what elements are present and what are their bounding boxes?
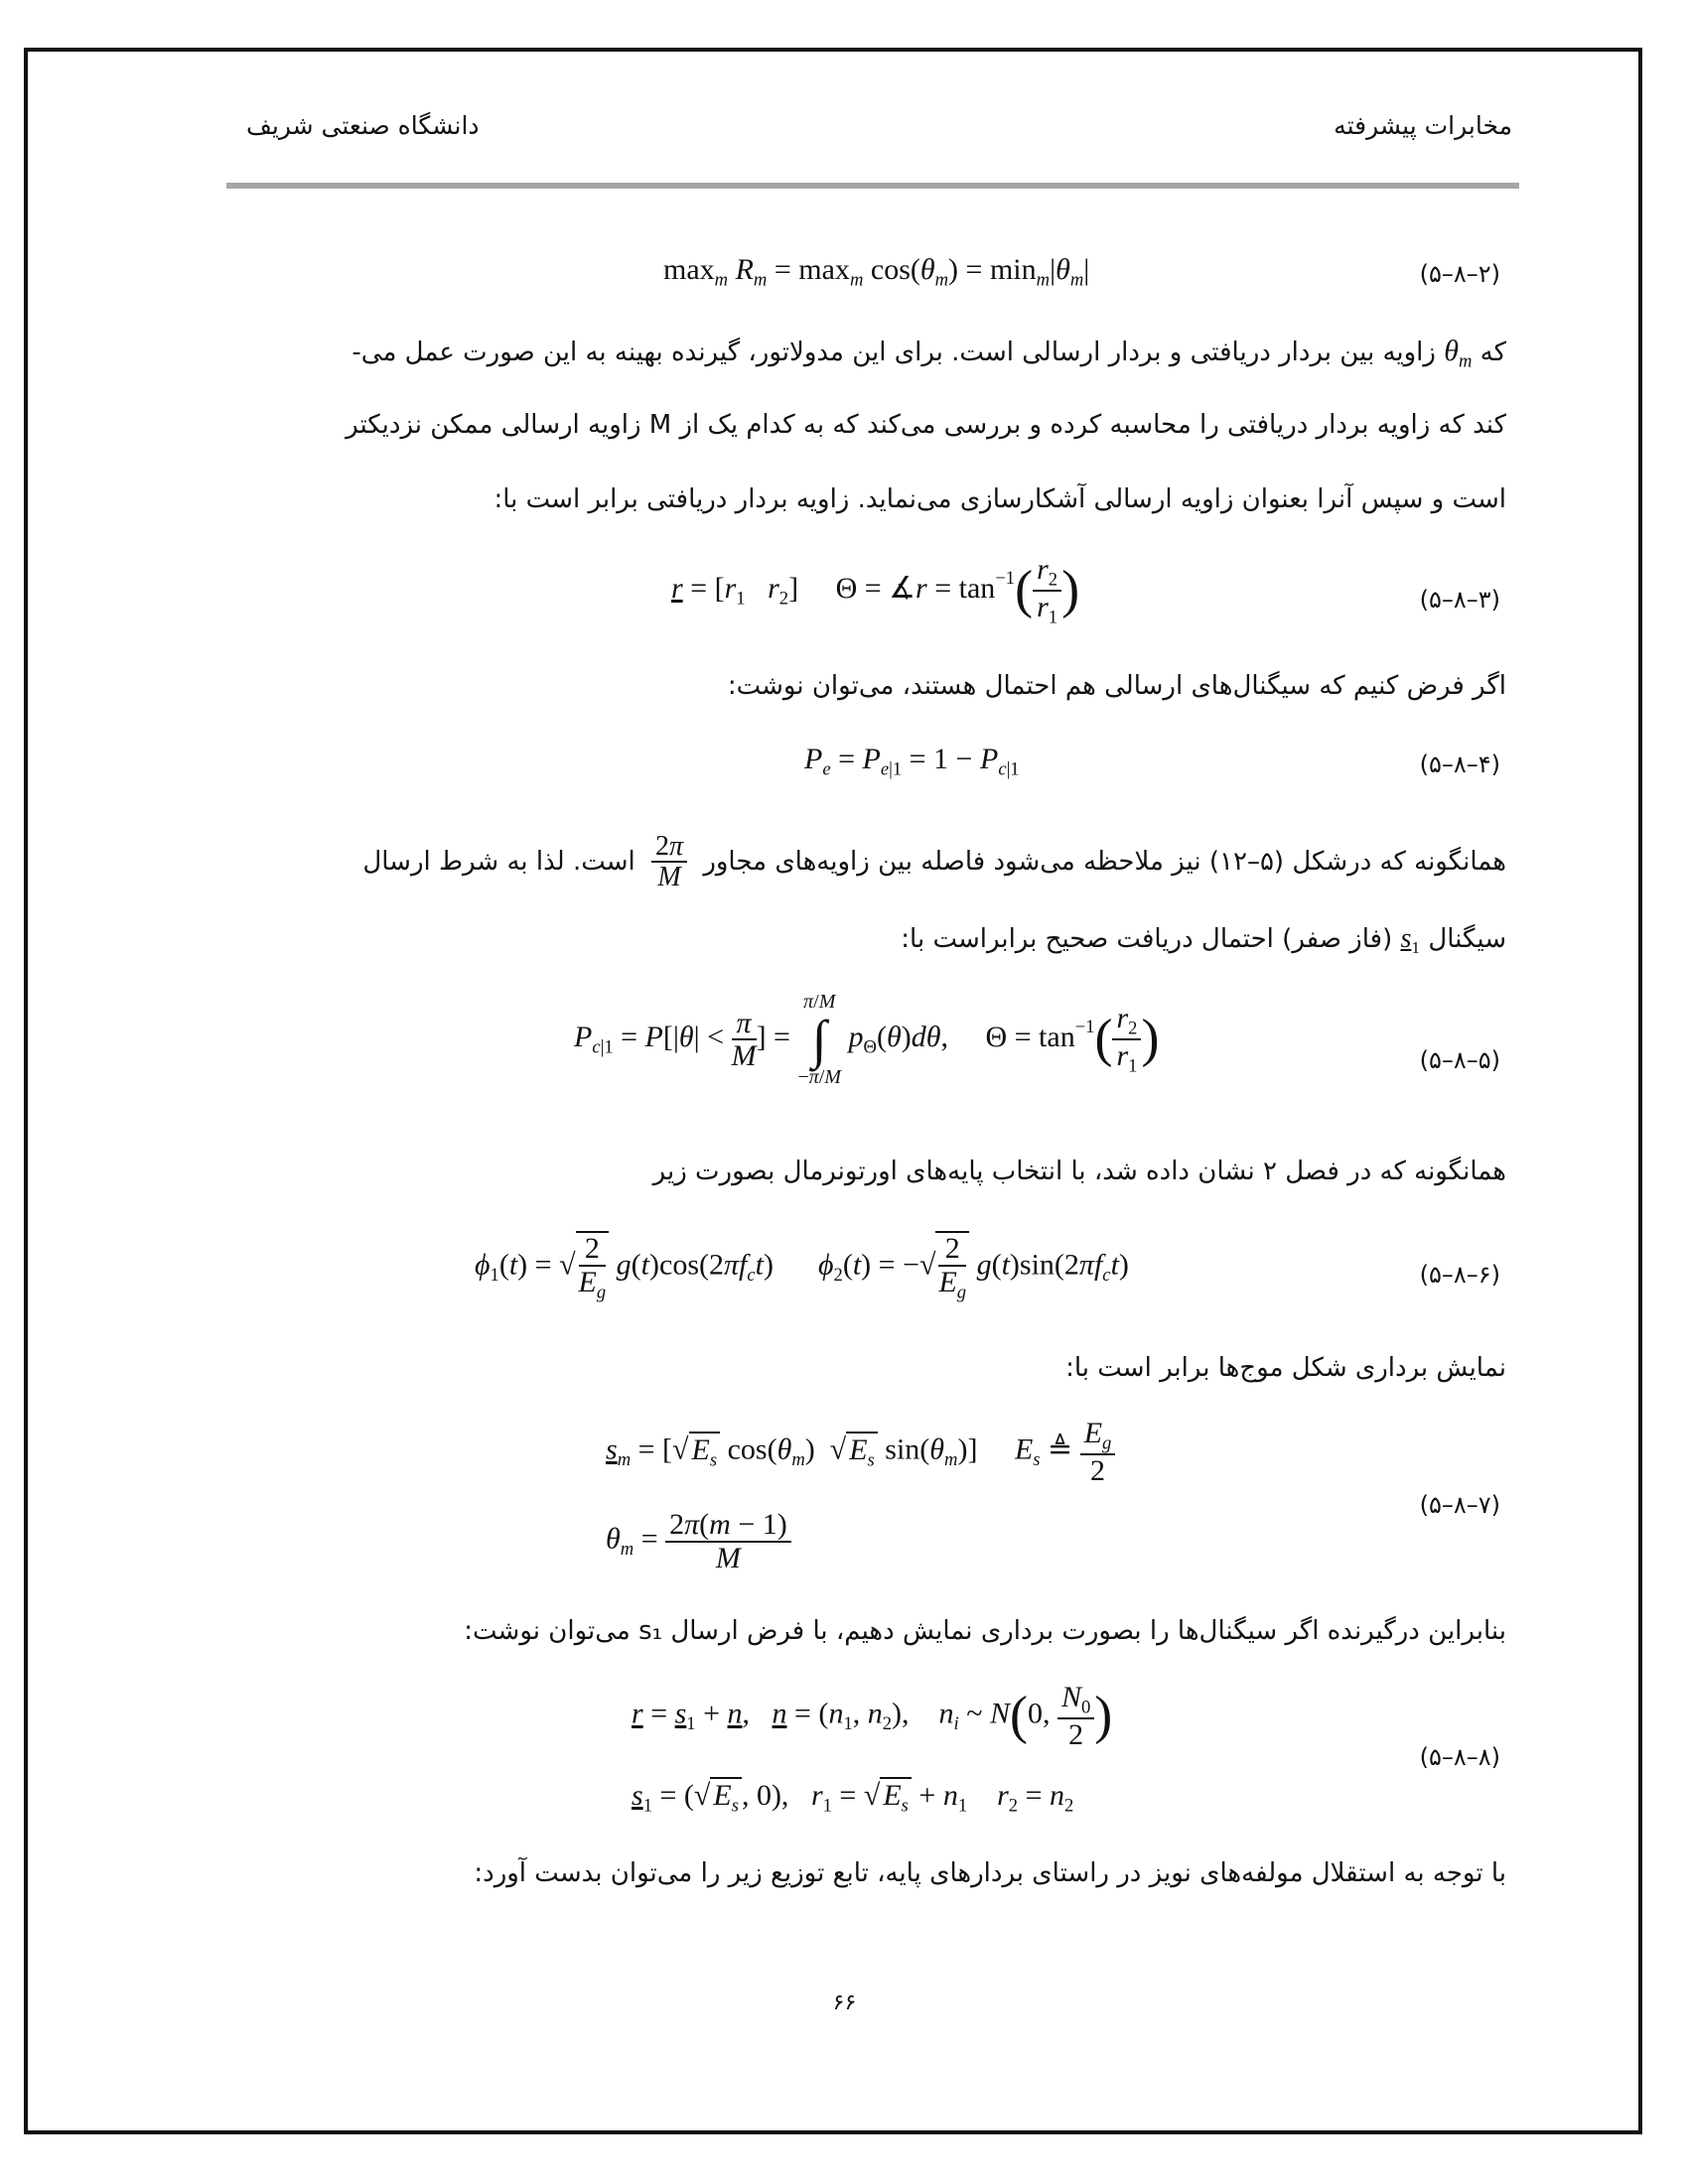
- equation-8-8-5-line2: $s_1$ = (√ $E_s$ , 0), $r_1$ = √ $E_s + n_1$ $r_2 = n_2$: [632, 1779, 1074, 1817]
- header-university: دانشگاه صنعتی شریف: [246, 111, 480, 140]
- header-rule: [226, 183, 1519, 189]
- paragraph-line: [901, 923, 1506, 958]
- equation-number: (۳–۸–۵): [1419, 586, 1500, 614]
- text: که: [1479, 338, 1506, 367]
- equation-8-8-5-line1: $r = s_1 + n$, $n = (n_1$, $n_2$), $n_i$ ~ N(0, $\frac{N_0}{2}$ ): [632, 1681, 1113, 1752]
- theta-m-symbol: $\theta_m$: [1444, 335, 1473, 372]
- page-number: ۶۶: [832, 1990, 857, 2015]
- paragraph-line: [362, 832, 1506, 892]
- equation-number: (۷–۸–۵): [1419, 1491, 1500, 1519]
- equation-number: (۴–۸–۵): [1419, 751, 1500, 778]
- text: سیگنال: [1428, 924, 1506, 954]
- paragraph-line: است و سپس آنرا بعنوان زاویه ارسالی آشکارسازی می‌نماید. زاویه بردار دریافتی برابر است با:: [493, 484, 1506, 514]
- paragraph-line: نمایش برداری شکل موج‌ها برابر است با:: [1065, 1353, 1506, 1383]
- s1-symbol: $s_1$: [1400, 923, 1421, 958]
- two-pi-over-m: $\frac{2\pi}{M}$: [651, 832, 687, 892]
- text: است. لذا به شرط ارسال: [362, 846, 635, 877]
- text: زاویه بین بردار دریافتی و بردار ارسالی است. برای این مدولاتور، گیرنده بهینه به این صورت عمل می-: [352, 338, 1436, 367]
- equation-5-8-5: $P_{c|1} = P[|\theta|$ < $\frac{\pi}{M}$ ] = π/M ∫ −π/M $p_\Theta(\theta)d\theta$, $\Theta = \tan^{-1}$( $\frac{r_2}{r_1}$ ): [574, 991, 1160, 1088]
- paragraph-line: همانگونه که در فصل ۲ نشان داده شد، با انتخاب پایه‌های اورتونرمال بصورت زیر: [652, 1157, 1506, 1186]
- paragraph-line: [352, 335, 1506, 373]
- text: همانگونه که درشکل (۵–۱۲) نیز ملاحظه می‌شود فاصله بین زاویه‌های مجاور: [703, 846, 1506, 877]
- equation-7-8-5-line1: $s_m$ = [√ $E_s$ $\cos(\theta_m)$ √ $E_s$ $\sin(\theta_m)$] $E_s$ ≜ $\frac{E_g}{2}$: [606, 1418, 1115, 1487]
- header-course-title: مخابرات پیشرفته: [1334, 111, 1512, 140]
- paragraph-line: اگر فرض کنیم که سیگنال‌های ارسالی هم احتمال هستند، می‌توان نوشت:: [727, 671, 1506, 701]
- paragraph-line: بنابراین درگیرنده اگر سیگنال‌ها را بصورت برداری نمایش دهیم، با فرض ارسال s₁ می‌توان نوشت:: [464, 1616, 1506, 1646]
- equation-4-8-5: $P_e = P_{e|1} = 1 - P_{c|1}$: [804, 743, 1020, 780]
- equation-7-8-5-line2: $\theta_m$ = $\frac{2\pi(m - 1)}{M}$: [606, 1509, 791, 1573]
- equation-3-8-5: $r = [r_1$ $r_2$] Θ = ∡r = $\tan^{-1}$( $\frac{r_2}{r_1}$ ): [671, 553, 1080, 628]
- equation-number: (۸–۸–۵): [1419, 1743, 1500, 1771]
- equation-number: (۶–۸–۵): [1419, 1261, 1500, 1289]
- paragraph-line: کند که زاویه بردار دریافتی را محاسبه کرده و بررسی می‌کند که به کدام یک از M زاویه ارسالی ممکن نزدیکتر: [346, 410, 1506, 440]
- equation-number: (۵–۸–۵): [1419, 1046, 1500, 1074]
- equation-2-8-5: $\max_m R_m = \max_m \cos(\theta_m) = \min_m|\theta_m|$: [663, 253, 1090, 291]
- text: (فاز صفر) احتمال دریافت صحیح برابراست با:: [901, 924, 1393, 954]
- paragraph-line: با توجه به استقلال مولفه‌های نویز در راستای بردارهای پایه، تابع توزیع زیر را می‌توان بدست آورد:: [474, 1858, 1506, 1888]
- equation-6-8-5: $\phi_1(t)$ = √ $\frac{2}{E_g}$ $g(t)\cos(2\pi f_ct)$ $\phi_2(t)$ = −√ $\frac{2}{E_g}$ $g(t)\sin(2\pi f_ct)$: [475, 1232, 1129, 1302]
- equation-number: (۲–۸–۵): [1419, 260, 1500, 288]
